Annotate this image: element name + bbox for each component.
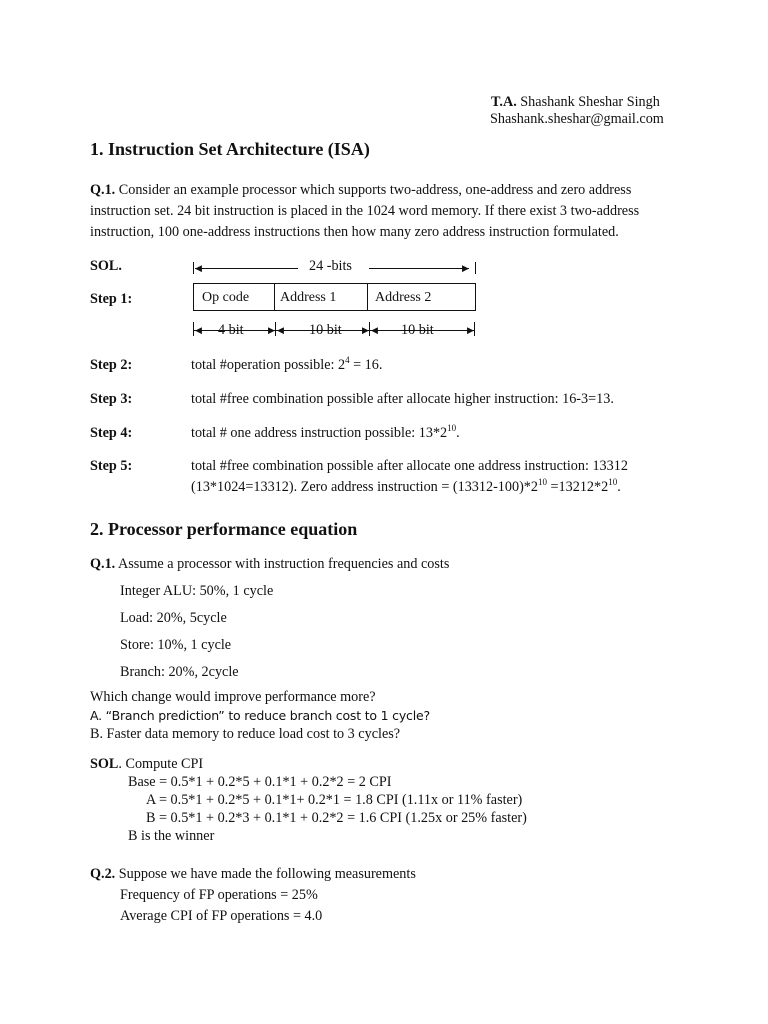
step-5-label: Step 5: [90, 458, 133, 474]
bits-tick-1 [275, 322, 276, 336]
arrowhead-right-icon: ▶ [462, 263, 469, 273]
frequency-item: Integer ALU: 50%, 1 cycle [120, 583, 274, 599]
bits-tick-0 [193, 322, 194, 336]
sol-label: SOL. [90, 258, 122, 274]
bits-tick-3 [474, 322, 475, 336]
field-opcode: Op code [202, 290, 250, 305]
q2-label: Q.2. [90, 866, 116, 882]
total-arrow-left [195, 268, 298, 269]
section-2-title: 2. Processor performance equation [90, 519, 358, 539]
total-left-tick [193, 262, 194, 274]
option-b: B. Faster data memory to reduce load cost to 3 cycles? [90, 726, 401, 742]
bits-tick-2 [369, 322, 370, 336]
arrowhead-right-icon: ▶ [268, 325, 275, 335]
bits-label-opcode: 4 bit [218, 322, 244, 338]
step-5-text: total #free combination possible after allocate one address instruction: 13312 [191, 458, 628, 474]
arrowhead-right-icon: ▶ [467, 325, 474, 335]
bits-label-address-2: 10 bit [401, 322, 434, 338]
q1-label: Q.1. [90, 182, 116, 198]
cpi-option-b: B = 0.5*1 + 0.2*3 + 0.1*1 + 0.2*2 = 1.6 CPI (1.25x or 25% faster) [146, 810, 527, 826]
arrowhead-right-icon: ▶ [362, 325, 369, 335]
total-right-tick [475, 262, 476, 274]
option-a: A. “Branch prediction” to reduce branch cost to 1 cycle? [90, 708, 430, 723]
q1-label: Q.1. [90, 556, 116, 572]
question-text: Which change would improve performance more? [90, 689, 376, 705]
step-1-label: Step 1: [90, 291, 133, 307]
section-2-question-2: Q.2. Suppose we have made the following measurements [90, 866, 416, 882]
ta-label: T.A. [491, 94, 517, 110]
arrowhead-left-icon: ◀ [277, 325, 284, 335]
field-address-2: Address 2 [375, 290, 432, 305]
total-arrow-right [369, 268, 469, 269]
sol-line: SOL. Compute CPI [90, 756, 204, 772]
arrowhead-left-icon: ◀ [195, 263, 202, 273]
total-bits-label: 24 -bits [309, 258, 352, 274]
bits-label-address-1: 10 bit [309, 322, 342, 338]
step-4-label: Step 4: [90, 425, 133, 441]
field-address-1: Address 1 [280, 290, 337, 305]
q1-line-1: Q.1. Consider an example processor which supports two-address, one-address and zero address [90, 182, 632, 198]
q1-line-2: instruction set. 24 bit instruction is placed in the 1024 word memory. If there exist 3 two-address [90, 203, 640, 219]
q1-line-3: instruction, 100 one-address instructions then how many zero address instruction formulated. [90, 224, 619, 240]
author-email: Shashank.sheshar@gmail.com [490, 111, 664, 127]
sol-label-2: SOL [90, 756, 119, 772]
cpi-base: Base = 0.5*1 + 0.2*5 + 0.1*1 + 0.2*2 = 2 CPI [128, 774, 392, 790]
frequency-item: Load: 20%, 5cycle [120, 610, 227, 626]
cpi-winner: B is the winner [128, 828, 215, 844]
frequency-item: Store: 10%, 1 cycle [120, 637, 232, 653]
ta-name: Shashank Sheshar Singh [520, 94, 660, 110]
q2-line: Average CPI of FP operations = 4.0 [120, 908, 323, 924]
section-2-question-1: Q.1. Assume a processor with instruction frequencies and costs [90, 556, 450, 572]
frequency-item: Branch: 20%, 2cycle [120, 664, 239, 680]
author-line [491, 94, 660, 111]
step-2-text: total #operation possible: $2^4 = 16$. [191, 355, 383, 373]
step-3-text: total #free combination possible after allocate higher instruction: 16-3=13. [191, 391, 614, 407]
step-2-label: Step 2: [90, 357, 133, 373]
section-1-question [90, 180, 680, 243]
arrowhead-left-icon: ◀ [195, 325, 202, 335]
step-5-text-line-2: (13*1024=13312). Zero address instruction = $(13312-100)*2^{10} =13212*2^{10}$. [191, 477, 621, 495]
q2-line: Frequency of FP operations = 25% [120, 887, 318, 903]
step-3-label: Step 3: [90, 391, 133, 407]
arrowhead-left-icon: ◀ [371, 325, 378, 335]
section-1-title: 1. Instruction Set Architecture (ISA) [90, 139, 370, 159]
step-4-text: total # one address instruction possible: $13*2^{10}$. [191, 423, 460, 441]
cpi-option-a: A = 0.5*1 + 0.2*5 + 0.1*1+ 0.2*1 = 1.8 CPI (1.11x or 11% faster) [146, 792, 523, 808]
